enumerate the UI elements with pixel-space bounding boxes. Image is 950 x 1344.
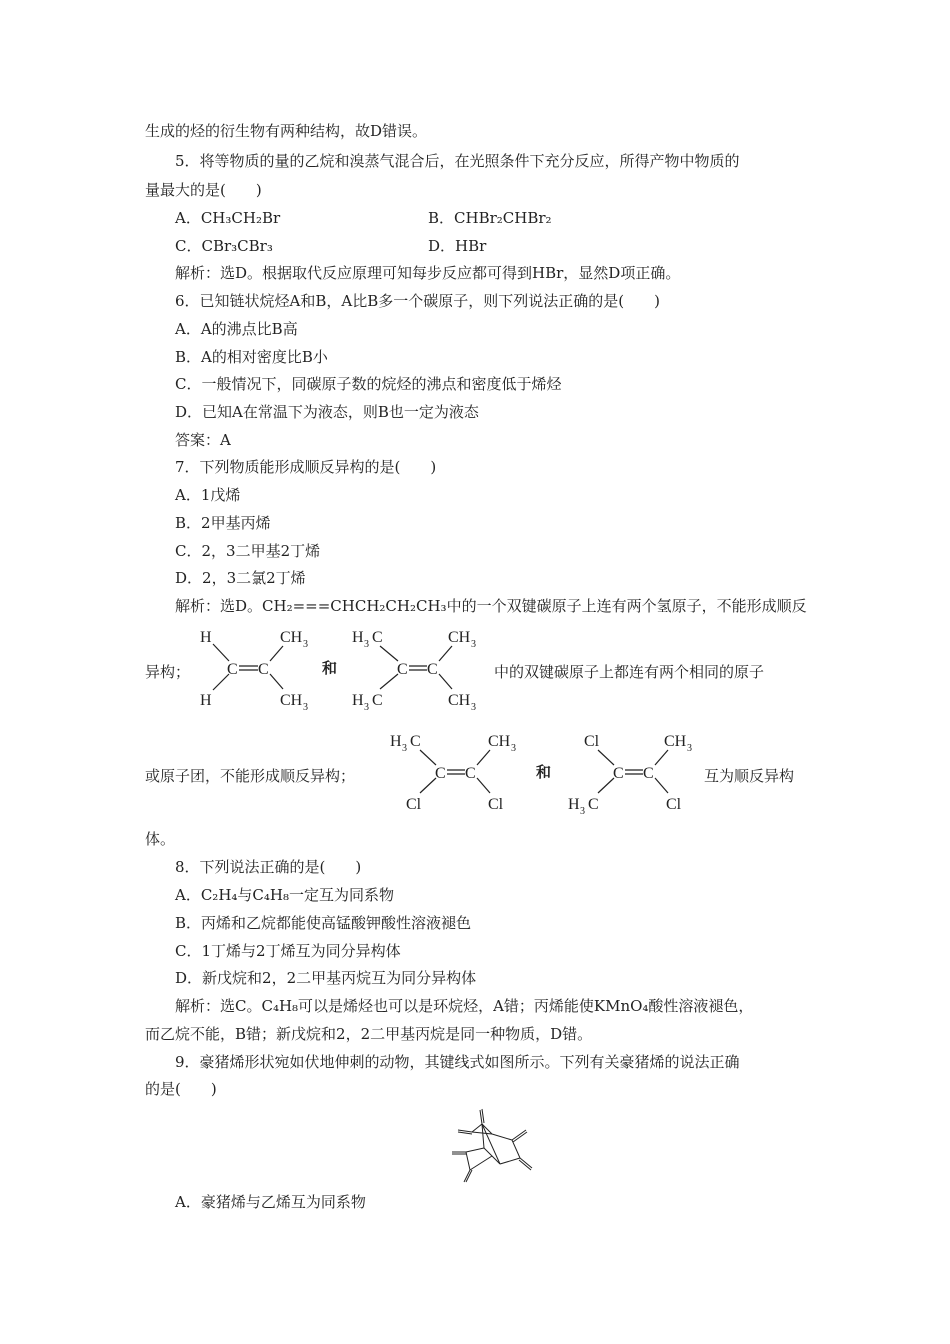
question-7: 7．下列物质能形成顺反异构的是( ) [175,458,437,476]
text-line: 生成的烃的衍生物有两种结构，故D错误。 [145,122,428,140]
svg-text:3: 3 [303,639,308,650]
svg-text:H: H [200,692,212,709]
answer-7-line2-start: 异构； [145,663,191,681]
option-8b: B．丙烯和乙烷都能使高锰酸钾酸性溶液褪色 [175,914,472,932]
option-6d: D．已知A在常温下为液态，则B也一定为液态 [175,403,479,421]
option-7c: C．2，3二甲基2丁烯 [175,542,321,560]
svg-text:Cl: Cl [584,733,600,750]
svg-text:C: C [435,765,446,782]
question-9-cont: 的是( ) [145,1080,217,1098]
porcupinene-structure [440,1106,545,1184]
svg-text:C: C [372,692,383,709]
svg-text:Cl: Cl [406,796,422,813]
svg-text:3: 3 [687,743,692,754]
question-9: 9．豪猪烯形状宛如伏地伸刺的动物，其键线式如图所示。下列有关豪猪烯的说法正确 [175,1053,740,1071]
option-7a: A．1戊烯 [175,486,241,504]
svg-text:CH: CH [448,692,471,709]
option-7b: B．2甲基丙烯 [175,514,271,532]
and-label-1: 和 [322,659,338,677]
svg-text:3: 3 [364,639,369,650]
answer-7-line2-end: 中的双键碳原子上都连有两个相同的原子 [494,663,765,681]
svg-text:C: C [588,796,599,813]
svg-text:CH: CH [280,629,303,646]
svg-text:C: C [372,629,383,646]
svg-text:H: H [200,629,212,646]
answer-7-line4: 体。 [145,830,176,848]
svg-text:C: C [427,661,438,678]
svg-text:CH: CH [664,733,687,750]
option-5b: B．CHBr₂CHBr₂ [428,209,552,227]
and-label-2: 和 [536,763,552,781]
svg-text:H: H [352,629,364,646]
svg-text:C: C [613,765,624,782]
structure-dimethylbutene [350,622,490,714]
structure-cis-dichlorobutene [566,726,706,818]
option-6b: B．A的相对密度比B小 [175,348,328,366]
svg-text:C: C [410,733,421,750]
option-8c: C．1丁烯与2丁烯互为同分异构体 [175,942,401,960]
option-8a: A．C₂H₄与C₄H₈一定互为同系物 [175,886,395,904]
answer-7-line3-start: 或原子团，不能形成顺反异构； [145,767,356,785]
answer-8: 解析：选C。C₄H₈可以是烯烃也可以是环烷烃，A错；丙烯能使KMnO₄酸性溶液褪色， [175,997,754,1015]
answer-7: 解析：选D。CH₂===CHCH₂CH₂CH₃中的一个双键碳原子上连有两个氢原子，不能形成顺反 [175,597,807,615]
option-9a: A．豪猪烯与乙烯互为同系物 [175,1193,366,1211]
svg-text:3: 3 [580,806,585,817]
option-7d: D．2，3二氯2丁烯 [175,569,306,587]
svg-text:Cl: Cl [488,796,504,813]
svg-text:C: C [397,661,408,678]
svg-text:C: C [465,765,476,782]
option-8d: D．新戊烷和2，2二甲基丙烷互为同分异构体 [175,969,477,987]
svg-text:C: C [643,765,654,782]
svg-text:C: C [227,661,238,678]
svg-text:Cl: Cl [666,796,682,813]
answer-7-line3-end: 互为顺反异构 [704,767,795,785]
option-5a: A．CH₃CH₂Br [175,209,281,227]
svg-text:3: 3 [511,743,516,754]
structure-2-methylpropene [195,622,325,714]
question-5: 5．将等物质的量的乙烷和溴蒸气混合后，在光照条件下充分反应，所得产物中物质的 [175,152,740,170]
svg-text:3: 3 [303,702,308,713]
option-6a: A．A的沸点比B高 [175,320,298,338]
svg-text:3: 3 [364,702,369,713]
svg-text:H: H [390,733,402,750]
svg-text:C: C [258,661,269,678]
svg-text:H: H [568,796,580,813]
structure-trans-dichlorobutene [388,726,528,818]
question-5-cont: 量最大的是( ) [145,181,262,199]
answer-5: 解析：选D。根据取代反应原理可知每步反应都可得到HBr，显然D项正确。 [175,264,681,282]
question-8: 8．下列说法正确的是( ) [175,858,362,876]
svg-text:3: 3 [471,639,476,650]
svg-text:H: H [352,692,364,709]
svg-text:3: 3 [402,743,407,754]
answer-6: 答案：A [175,431,231,449]
svg-text:3: 3 [471,702,476,713]
svg-text:CH: CH [280,692,303,709]
option-5d: D．HBr [428,237,487,255]
question-6: 6．已知链状烷烃A和B，A比B多一个碳原子，则下列说法正确的是( ) [175,292,660,310]
answer-8-cont: 而乙烷不能，B错；新戊烷和2，2二甲基丙烷是同一种物质，D错。 [145,1025,593,1043]
option-5c: C．CBr₃CBr₃ [175,237,273,255]
svg-text:CH: CH [448,629,471,646]
svg-text:CH: CH [488,733,511,750]
option-6c: C．一般情况下，同碳原子数的烷烃的沸点和密度低于烯烃 [175,375,562,393]
